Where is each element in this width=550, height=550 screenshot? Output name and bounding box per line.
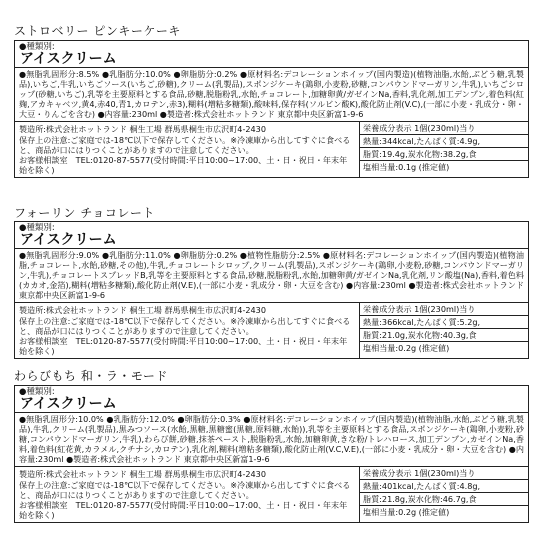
kind-label: ●種類別:: [19, 42, 55, 52]
kind-row: [15, 386, 528, 413]
product-title: ストロベリー ピンキーケーキ: [14, 24, 181, 38]
kind-value: アイスクリーム: [20, 396, 117, 412]
nutrition-row: 塩相当量:0.2g (推定値): [363, 343, 450, 354]
nutrition-row: 脂質:19.4g,炭水化物:38.2g,食: [360, 148, 528, 161]
nutrition-row: 栄養成分表示 1個(230ml)当り: [360, 467, 528, 480]
product-title: フォーリン チョコレート: [14, 206, 155, 220]
kind-label: ●種類別:: [19, 387, 55, 397]
ingredient-label: [14, 385, 529, 523]
manufacturer-info: 製造所:株式会社ホットランド 桐生工場 群馬県桐生市広沢町4-2430 保存上の注意:ご家庭では-18℃以下で保存してください。※冷凍庫から出してすぐに食べると、商品が口にはりつくことがありますので注意してください。 お客様相談室 TEL:0120-87-5577(受付時間:平日10:00~17:00、土・日・祝日・年末年始を除く): [15, 467, 360, 521]
kind-row: [15, 222, 528, 249]
kind-value: アイスクリーム: [20, 232, 117, 248]
ingredients-text: ●無脂乳固形分:8.5% ●乳脂肪分:10.0% ●卵脂肪分:0.2% ●原材料名:デコレーションホイップ(国内製造)(植物油脂,水飴,ぶどう糖,乳製品),いちご,牛乳,いちごソース(いちご,砂糖),クリーム(乳製品),スポンジケーキ(鶏卵,小麦粉,砂糖,コンパウンドマーガリン,牛乳),いちごシロップ(砂糖,いちご),乳等を主要原料とする食品,砂糖,脱脂粉乳,水飴,チョコレート,加糖卵黄/ガゼインNa,香料,乳化剤,加工デンプン,着色料(紅麹,アカキャベツ,黄4,赤40,青1,カロテン,赤3),糊料(増粘多糖類),酸味料,保存料(ソルビン酸K),酸化防止剤(V.C),(一部に小麦・乳成分・卵・大豆・りんごを含む) ●内容量:230ml ●製造者:株式会社ホットランド 東京都中央区新富1-9-6: [19, 69, 524, 120]
label-footer: [15, 121, 528, 176]
nutrition-row: 脂質:21.0g,炭水化物:40.3g,食: [360, 329, 528, 342]
nutrition-table: [360, 303, 528, 357]
manufacturer-info: 製造所:株式会社ホットランド 桐生工場 群馬県桐生市広沢町4-2430 保存上の注意:ご家庭では-18℃以下で保存してください。※冷凍庫から出してすぐに食べると、商品が口にはりつくことがありますので注意してください。 お客様相談室 TEL:0120-87-5577(受付時間:平日10:00~17:00、土・日・祝日・年末年始を除く): [15, 303, 360, 357]
product-title: わらびもち 和・ラ・モード: [14, 369, 168, 383]
nutrition-row: 脂質:21.8g,炭水化物:46.7g,食: [360, 493, 528, 506]
kind-value: アイスクリーム: [20, 51, 117, 67]
nutrition-table: [360, 467, 528, 521]
nutrition-row: 熱量:401kcal,たんぱく質:4.8g,: [360, 480, 528, 493]
label-footer: [15, 466, 528, 521]
nutrition-row: 塩相当量:0.2g (推定値): [363, 507, 450, 518]
ingredient-label: [14, 40, 529, 178]
manufacturer-info: 製造所:株式会社ホットランド 桐生工場 群馬県桐生市広沢町4-2430 保存上の注意:ご家庭では-18℃以下で保存してください。※冷凍庫から出してすぐに食べると、商品が口にはりつくことがありますので注意してください。 お客様相談室 TEL:0120-87-5577(受付時間:平日10:00~17:00、土・日・祝日・年末年始を除く): [15, 122, 360, 176]
kind-row: [15, 41, 528, 68]
nutrition-table: [360, 122, 528, 176]
label-footer: [15, 302, 528, 357]
nutrition-row: 熱量:344kcal,たんぱく質:4.9g,: [360, 135, 528, 148]
ingredients-text: ●無脂乳固形分:9.0% ●乳脂肪分:11.0% ●卵脂肪分:0.2% ●植物性脂肪分:2.5% ●原材料名:デコレーションホイップ(国内製造)(植物油脂,チョコレート,水飴,砂糖,その他),牛乳,チョコレートシロップ,クリーム(乳製品),スポンジケーキ(鶏卵,小麦粉,砂糖,コンパウンドマーガリン,牛乳),チョコレートスプレッドB,乳等を主要原料とする食品,砂糖,脱脂粉乳,水飴,加糖卵黄/ガゼインNa,乳化剤,リン酸塩(Na),香料,着色料(カカオ,金箔),糊料(増粘多糖類),酸化防止剤(V.E),(一部に小麦・乳成分・卵・大豆を含む) ●内容量:230ml ●製造者:株式会社ホットランド 東京都中央区新富1-9-6: [19, 250, 524, 301]
kind-label: ●種類別:: [19, 223, 55, 233]
ingredient-label: [14, 221, 529, 359]
nutrition-row: 栄養成分表示 1個(230ml)当り: [360, 303, 528, 316]
nutrition-row: 栄養成分表示 1個(230ml)当り: [360, 122, 528, 135]
nutrition-row: 塩相当量:0.1g (推定値): [363, 162, 450, 173]
nutrition-row: 熱量:366kcal,たんぱく質:5.2g,: [360, 316, 528, 329]
ingredients-text: ●無脂乳固形分:10.0% ●乳脂肪分:12.0% ●卵脂肪分:0.3% ●原材料名:デコレーションホイップ(国内製造)(植物油脂,水飴,ぶどう糖,乳製品),牛乳,クリーム(乳製品),黒みつソース(水飴,黒糖,黒糖蜜(黒糖,原料糖,水飴)),乳等を主要原料とする食品,スポンジケーキ(鶏卵,小麦粉,砂糖,コンパウンドマーガリン,牛乳),わらび餅,砂糖,抹茶ペースト,脱脂粉乳,水飴,加糖卵黄,きな粉/トレハロース,加工デンプン,カゼインNa,香料,着色料(紅花黄,カラメル,クチナシ,カロテン),乳化剤,糊料(増粘多糖類),酸化防止剤(V.C,V.E),(一部に小麦・乳成分・卵・大豆を含む) ●内容量:230ml ●製造者:株式会社ホットランド 東京都中央区新富1-9-6: [19, 414, 524, 465]
